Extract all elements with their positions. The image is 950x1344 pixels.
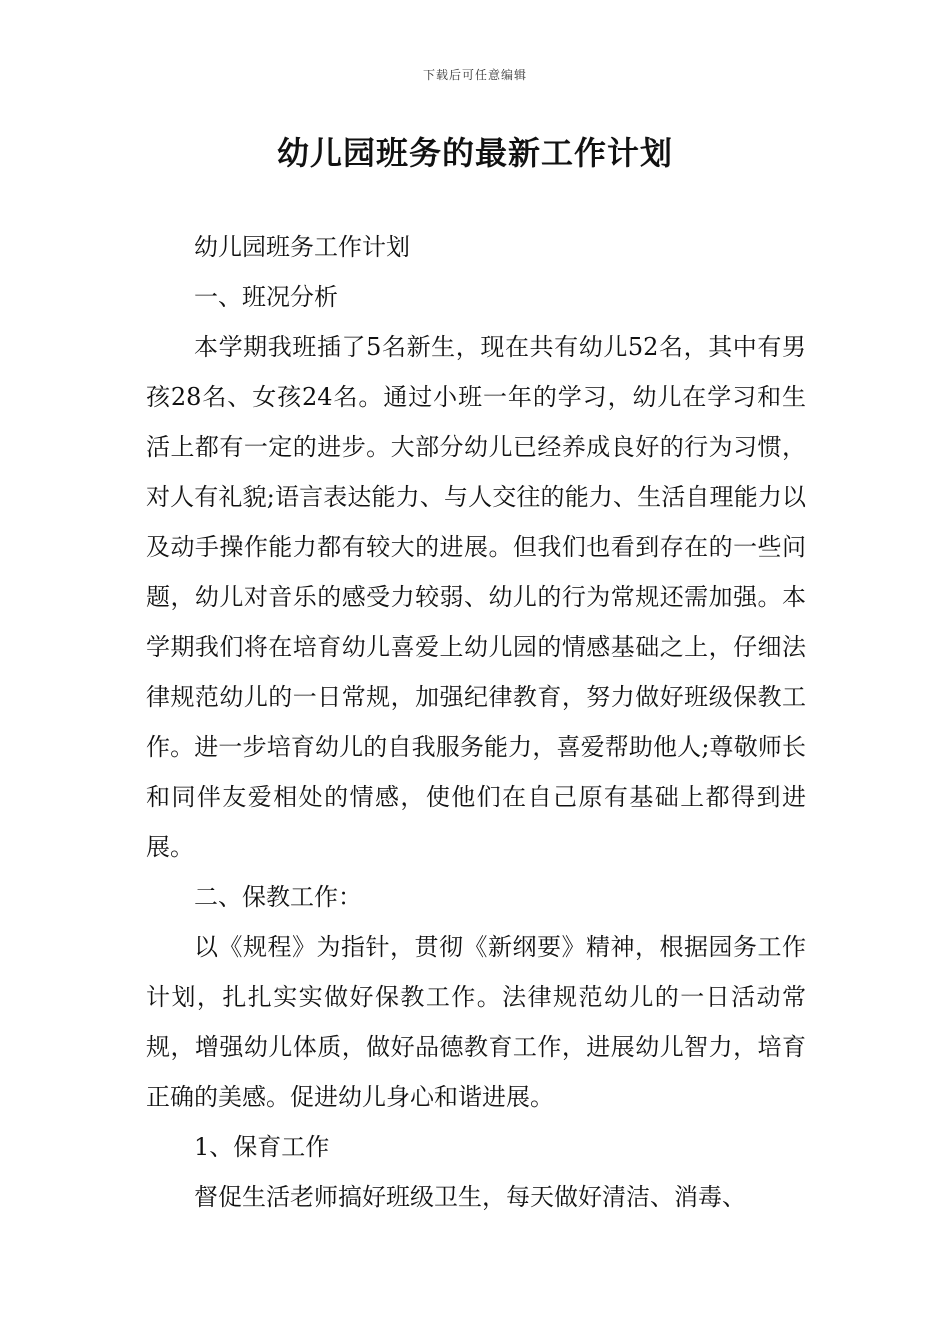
childcare-paragraph: 督促生活老师搞好班级卫生，每天做好清洁、消毒、 xyxy=(194,1183,746,1211)
page-header-note: 下载后可任意编辑 xyxy=(422,68,527,82)
section-heading-care-education: 二、保教工作： xyxy=(194,883,362,911)
subsection-heading-childcare: 1、保育工作 xyxy=(194,1133,330,1161)
section-heading-class-analysis: 一、班况分析 xyxy=(194,283,338,311)
class-analysis-paragraph: 本学期我班插了5名新生，现在共有幼儿52名，其中有男孩28名、女孩24名。通过小班一年的学习，幼儿在学习和生活上都有一定的进步。大部分幼儿已经养成良好的行为习惯，对人有礼貌;语言表达能力、与人交往的能力、生活自理能力以及动手操作能力都有较大的进展。但我们也看到存在的一些问题，幼儿对音乐的感受力较弱、幼儿的行为常规还需加强。本学期我们将在培育幼儿喜爱上幼儿园的情感基础之上，仔细法律规范幼儿的一日常规，加强纪律教育，努力做好班级保教工作。进一步培育幼儿的自我服务能力，喜爱帮助他人;尊敬师长和同伴友爱相处的情感，使他们在自己原有基础上都得到进展。 xyxy=(146,333,806,861)
subtitle-paragraph: 幼儿园班务工作计划 xyxy=(194,233,410,261)
care-education-paragraph: 以《规程》为指针，贯彻《新纲要》精神，根据园务工作计划，扎扎实实做好保教工作。法律规范幼儿的一日活动常规，增强幼儿体质，做好品德教育工作，进展幼儿智力，培育正确的美感。促进幼儿身心和谐进展。 xyxy=(146,933,806,1111)
document-title: 幼儿园班务的最新工作计划 xyxy=(276,134,673,172)
document-body xyxy=(146,222,806,1222)
